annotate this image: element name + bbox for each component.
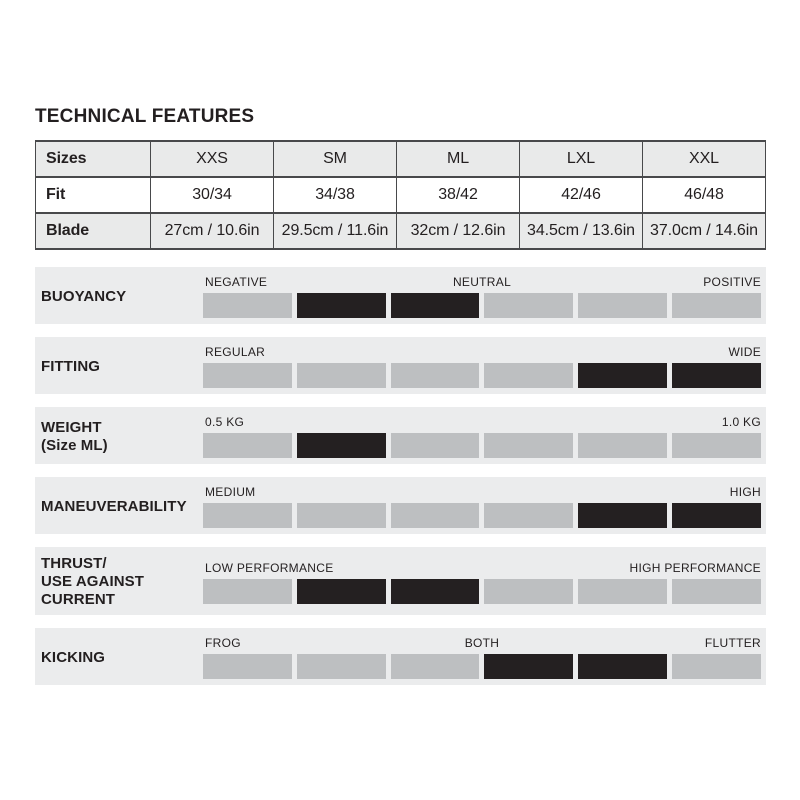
segment-empty xyxy=(391,363,480,388)
feature-label-thrust-use-against-current xyxy=(41,555,203,609)
rating-bar-weight xyxy=(203,415,761,458)
scale-label-left: FROG xyxy=(205,636,241,650)
feature-panel-buoyancy xyxy=(35,267,766,324)
segment-empty xyxy=(578,293,667,318)
table-cell: 46/48 xyxy=(643,177,766,213)
table-cell: XXS xyxy=(151,141,274,177)
table-row-blade xyxy=(36,213,766,249)
table-cell: 37.0cm / 14.6in xyxy=(643,213,766,249)
rating-segments xyxy=(203,433,761,458)
table-cell: 29.5cm / 11.6in xyxy=(274,213,397,249)
segment-filled xyxy=(578,654,667,679)
segment-empty xyxy=(297,654,386,679)
rating-segments xyxy=(203,503,761,528)
row-header-sizes: Sizes xyxy=(36,141,151,177)
segment-filled xyxy=(297,293,386,318)
scale-label-left: REGULAR xyxy=(205,345,266,359)
feature-panel-thrust-use-against-current xyxy=(35,547,766,615)
scale-label-right: WIDE xyxy=(728,345,761,359)
table-cell: 34.5cm / 13.6in xyxy=(520,213,643,249)
rating-bar-buoyancy xyxy=(203,275,761,318)
feature-panel-weight xyxy=(35,407,766,464)
segment-empty xyxy=(391,503,480,528)
feature-label-maneuverability xyxy=(41,498,203,516)
scale-labels xyxy=(203,345,761,359)
scale-labels xyxy=(203,275,761,289)
feature-ratings xyxy=(35,267,766,685)
rating-bar-maneuverability xyxy=(203,485,761,528)
feature-label-line: FITTING xyxy=(41,357,101,375)
segment-empty xyxy=(578,579,667,604)
rating-segments xyxy=(203,293,761,318)
size-table-body xyxy=(36,141,766,249)
scale-label-right: 1.0 KG xyxy=(721,415,761,429)
segment-filled xyxy=(578,503,667,528)
scale-label-right: POSITIVE xyxy=(703,275,761,289)
table-cell: 38/42 xyxy=(397,177,520,213)
rating-segments xyxy=(203,654,761,679)
feature-label-line: WEIGHT xyxy=(41,418,102,436)
feature-label-line: KICKING xyxy=(41,648,106,666)
scale-label-center: BOTH xyxy=(464,636,500,650)
segment-empty xyxy=(672,293,761,318)
segment-filled xyxy=(391,293,480,318)
feature-label-weight xyxy=(41,419,203,455)
size-table xyxy=(35,140,766,250)
segment-empty xyxy=(391,654,480,679)
scale-labels xyxy=(203,561,761,575)
row-header-fit: Fit xyxy=(36,177,151,213)
segment-empty xyxy=(391,433,480,458)
feature-panel-kicking xyxy=(35,628,766,685)
segment-filled xyxy=(672,363,761,388)
row-header-blade: Blade xyxy=(36,213,151,249)
feature-label-line: THRUST/ xyxy=(41,555,107,572)
scale-label-right: FLUTTER xyxy=(704,636,761,650)
table-row-sizes xyxy=(36,141,766,177)
segment-empty xyxy=(484,579,573,604)
feature-label-buoyancy xyxy=(41,288,203,306)
scale-label-left: MEDIUM xyxy=(205,485,256,499)
scale-label-right: HIGH xyxy=(729,485,761,499)
scale-label-right: HIGH PERFORMANCE xyxy=(629,560,761,575)
table-cell: 30/34 xyxy=(151,177,274,213)
segment-empty xyxy=(484,433,573,458)
segment-filled xyxy=(578,363,667,388)
segment-filled xyxy=(484,654,573,679)
rating-segments xyxy=(203,363,761,388)
feature-panel-fitting xyxy=(35,337,766,394)
feature-label-line: BUOYANCY xyxy=(41,287,127,305)
rating-bar-thrust-use-against-current xyxy=(203,561,761,604)
segment-empty xyxy=(672,579,761,604)
scale-labels xyxy=(203,485,761,499)
feature-label-kicking xyxy=(41,649,203,667)
feature-label-line: USE AGAINST xyxy=(41,573,145,590)
table-cell: 32cm / 12.6in xyxy=(397,213,520,249)
scale-label-left: NEGATIVE xyxy=(205,275,268,289)
feature-label-line: MANEUVERABILITY xyxy=(41,497,187,515)
segment-filled xyxy=(297,579,386,604)
segment-empty xyxy=(203,293,292,318)
table-cell: 27cm / 10.6in xyxy=(151,213,274,249)
scale-label-left: 0.5 KG xyxy=(205,415,245,429)
scale-labels xyxy=(203,636,761,650)
feature-label-fitting xyxy=(41,358,203,376)
table-cell: ML xyxy=(397,141,520,177)
segment-empty xyxy=(484,363,573,388)
feature-panel-maneuverability xyxy=(35,477,766,534)
segment-empty xyxy=(297,503,386,528)
rating-bar-fitting xyxy=(203,345,761,388)
segment-empty xyxy=(578,433,667,458)
segment-empty xyxy=(297,363,386,388)
segment-empty xyxy=(203,503,292,528)
table-cell: XXL xyxy=(643,141,766,177)
segment-empty xyxy=(203,654,292,679)
segment-empty xyxy=(203,363,292,388)
table-cell: SM xyxy=(274,141,397,177)
table-cell: 34/38 xyxy=(274,177,397,213)
segment-filled xyxy=(672,503,761,528)
table-row-fit xyxy=(36,177,766,213)
rating-segments xyxy=(203,579,761,604)
technical-features-sheet xyxy=(35,106,766,698)
rating-bar-kicking xyxy=(203,636,761,679)
feature-label-line: CURRENT xyxy=(41,591,116,608)
segment-empty xyxy=(672,433,761,458)
feature-label-line: (Size ML) xyxy=(41,436,108,454)
table-cell: 42/46 xyxy=(520,177,643,213)
table-cell: LXL xyxy=(520,141,643,177)
segment-empty xyxy=(203,433,292,458)
scale-labels xyxy=(203,415,761,429)
page-title: TECHNICAL FEATURES xyxy=(35,106,255,127)
scale-label-center: NEUTRAL xyxy=(452,275,512,289)
segment-filled xyxy=(391,579,480,604)
segment-empty xyxy=(203,579,292,604)
segment-filled xyxy=(297,433,386,458)
segment-empty xyxy=(672,654,761,679)
segment-empty xyxy=(484,503,573,528)
scale-label-left: LOW PERFORMANCE xyxy=(205,560,334,575)
segment-empty xyxy=(484,293,573,318)
